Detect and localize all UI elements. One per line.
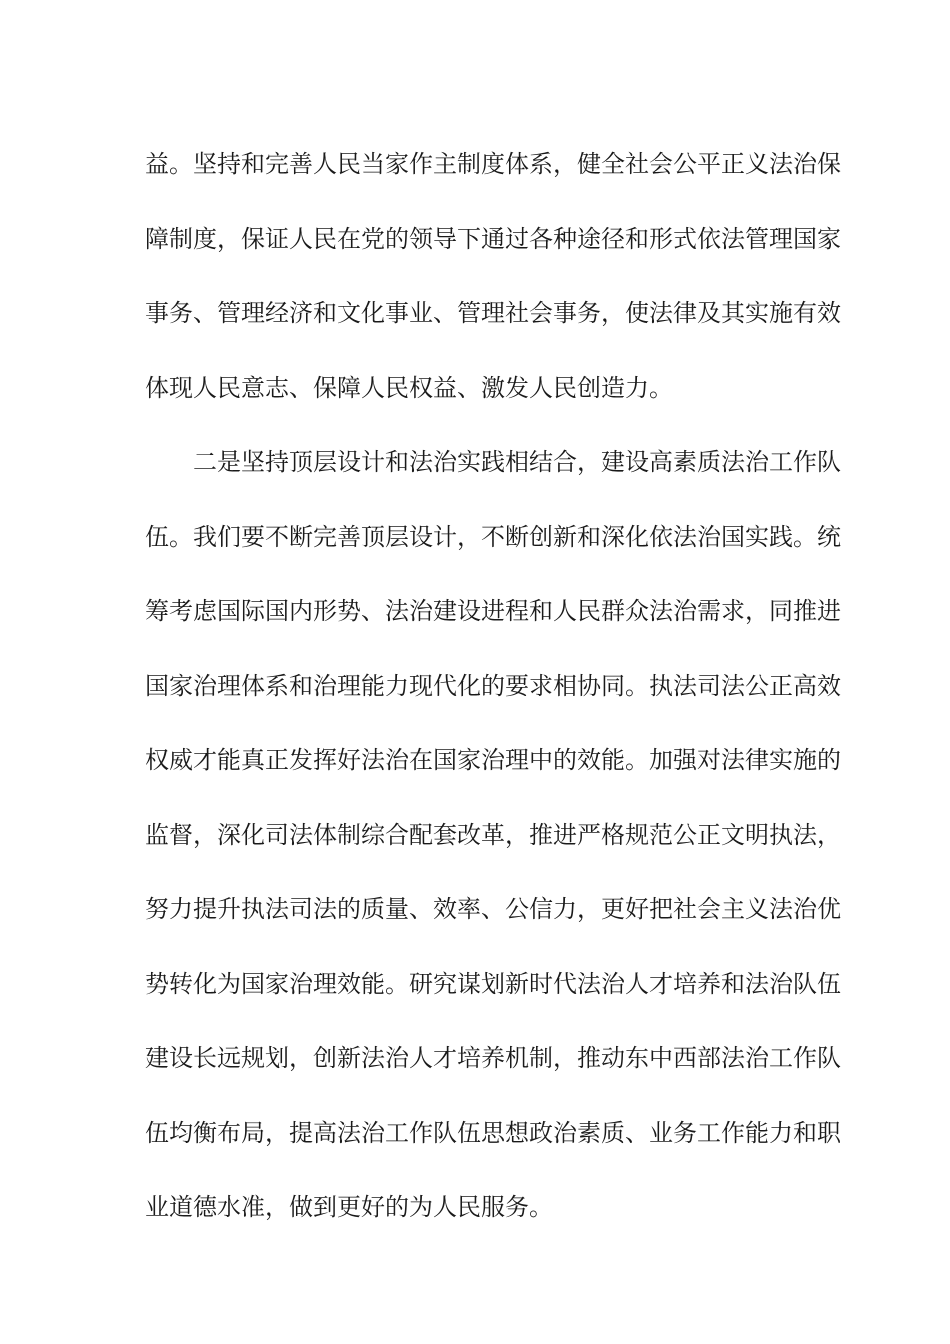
text-line: 势转化为国家治理效能。研究谋划新时代法治人才培养和法治队伍 xyxy=(145,969,841,998)
text-line: 伍均衡布局，提高法治工作队伍思想政治素质、业务工作能力和职 xyxy=(145,1118,841,1147)
text-line: 建设长远规划，创新法治人才培养机制，推动东中西部法治工作队 xyxy=(145,1044,841,1072)
text-line: 监督，深化司法体制综合配套改革，推进严格规范公正文明执法， xyxy=(145,820,841,849)
text-line: 体现人民意志、保障人民权益、激发人民创造力。 xyxy=(145,373,673,402)
text-line: 国家治理体系和治理能力现代化的要求相协同。执法司法公正高效 xyxy=(145,671,841,700)
document-body xyxy=(145,127,841,1245)
text-line: 筹考虑国际国内形势、法治建设进程和人民群众法治需求，同推进 xyxy=(145,597,841,625)
text-line: 障制度，保证人民在党的领导下通过各种途径和形式依法管理国家 xyxy=(145,224,841,253)
text-line: 权威才能真正发挥好法治在国家治理中的效能。加强对法律实施的 xyxy=(145,746,841,774)
text-line: 事务、管理经济和文化事业、管理社会事务，使法律及其实施有效 xyxy=(145,299,841,327)
paragraph-start-line: 二是坚持顶层设计和法治实践相结合，建设高素质法治工作队 xyxy=(193,448,841,476)
text-line: 努力提升执法司法的质量、效率、公信力，更好把社会主义法治优 xyxy=(145,895,841,923)
text-line: 伍。我们要不断完善顶层设计，不断创新和深化依法治国实践。统 xyxy=(145,522,841,551)
text-line: 益。坚持和完善人民当家作主制度体系，健全社会公平正义法治保 xyxy=(145,150,841,178)
text-line: 业道德水准，做到更好的为人民服务。 xyxy=(145,1193,553,1221)
